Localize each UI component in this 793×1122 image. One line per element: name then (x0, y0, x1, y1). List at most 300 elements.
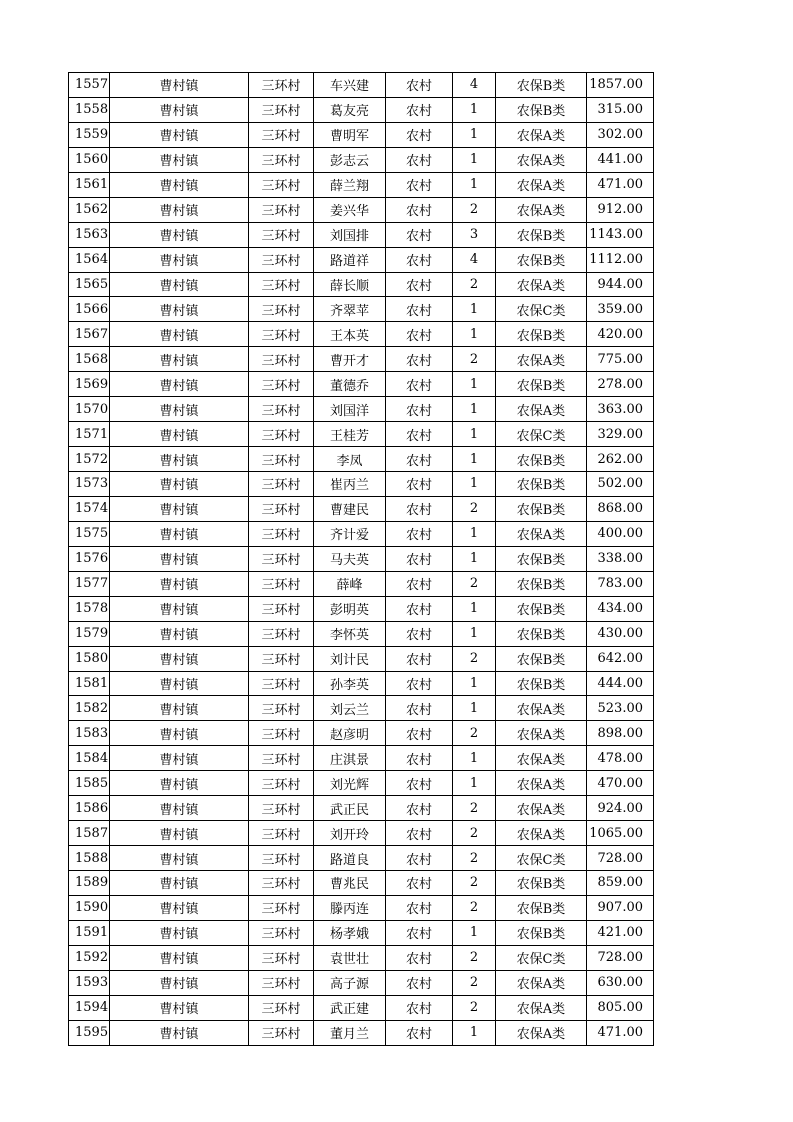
household-size-cell: 1 (453, 122, 496, 147)
amount-cell: 434.00 (587, 596, 654, 621)
household-size-cell: 1 (453, 696, 496, 721)
village-cell: 三环村 (249, 871, 314, 896)
household-size-cell: 1 (453, 1020, 496, 1045)
amount-cell: 471.00 (587, 172, 654, 197)
town-cell: 曹村镇 (110, 696, 249, 721)
insurance-category-cell: 农保A类 (496, 821, 587, 846)
village-cell: 三环村 (249, 920, 314, 945)
town-cell: 曹村镇 (110, 521, 249, 546)
household-size-cell: 1 (453, 746, 496, 771)
amount-cell: 278.00 (587, 372, 654, 397)
village-cell: 三环村 (249, 222, 314, 247)
household-type-cell: 农村 (386, 147, 453, 172)
town-cell: 曹村镇 (110, 846, 249, 871)
household-type-cell: 农村 (386, 97, 453, 122)
town-cell: 曹村镇 (110, 596, 249, 621)
village-cell: 三环村 (249, 995, 314, 1020)
village-cell: 三环村 (249, 122, 314, 147)
village-cell: 三环村 (249, 247, 314, 272)
row-number: 1590 (69, 895, 110, 920)
insurance-category-cell: 农保C类 (496, 422, 587, 447)
amount-cell: 262.00 (587, 447, 654, 472)
household-type-cell: 农村 (386, 895, 453, 920)
row-number: 1567 (69, 322, 110, 347)
amount-cell: 359.00 (587, 297, 654, 322)
amount-cell: 478.00 (587, 746, 654, 771)
household-size-cell: 2 (453, 571, 496, 596)
insurance-category-cell: 农保B类 (496, 621, 587, 646)
amount-cell: 783.00 (587, 571, 654, 596)
household-type-cell: 农村 (386, 272, 453, 297)
town-cell: 曹村镇 (110, 671, 249, 696)
village-cell: 三环村 (249, 73, 314, 98)
household-type-cell: 农村 (386, 920, 453, 945)
household-type-cell: 农村 (386, 347, 453, 372)
table-row (69, 247, 654, 272)
household-size-cell: 2 (453, 970, 496, 995)
amount-cell: 420.00 (587, 322, 654, 347)
town-cell: 曹村镇 (110, 646, 249, 671)
household-type-cell: 农村 (386, 995, 453, 1020)
amount-cell: 924.00 (587, 796, 654, 821)
table-row (69, 322, 654, 347)
amount-cell: 400.00 (587, 521, 654, 546)
household-size-cell: 1 (453, 97, 496, 122)
household-size-cell: 2 (453, 721, 496, 746)
table-row (69, 696, 654, 721)
village-cell: 三环村 (249, 521, 314, 546)
insurance-category-cell: 农保A类 (496, 397, 587, 422)
insurance-category-cell: 农保B类 (496, 671, 587, 696)
village-cell: 三环村 (249, 447, 314, 472)
row-number: 1572 (69, 447, 110, 472)
household-size-cell: 2 (453, 945, 496, 970)
household-type-cell: 农村 (386, 1020, 453, 1045)
household-size-cell: 4 (453, 247, 496, 272)
insurance-category-cell: 农保B类 (496, 920, 587, 945)
row-number: 1582 (69, 696, 110, 721)
amount-cell: 444.00 (587, 671, 654, 696)
name-cell: 董月兰 (314, 1020, 386, 1045)
town-cell: 曹村镇 (110, 970, 249, 995)
village-cell: 三环村 (249, 496, 314, 521)
row-number: 1571 (69, 422, 110, 447)
name-cell: 薛长顺 (314, 272, 386, 297)
insurance-category-cell: 农保B类 (496, 496, 587, 521)
table-row (69, 422, 654, 447)
name-cell: 车兴建 (314, 73, 386, 98)
village-cell: 三环村 (249, 721, 314, 746)
row-number: 1591 (69, 920, 110, 945)
row-number: 1560 (69, 147, 110, 172)
village-cell: 三环村 (249, 297, 314, 322)
town-cell: 曹村镇 (110, 397, 249, 422)
household-size-cell: 1 (453, 147, 496, 172)
amount-cell: 338.00 (587, 546, 654, 571)
town-cell: 曹村镇 (110, 771, 249, 796)
table-row (69, 671, 654, 696)
name-cell: 李凤 (314, 447, 386, 472)
household-size-cell: 4 (453, 73, 496, 98)
village-cell: 三环村 (249, 746, 314, 771)
table-row (69, 397, 654, 422)
village-cell: 三环村 (249, 272, 314, 297)
name-cell: 齐计爱 (314, 521, 386, 546)
name-cell: 崔丙兰 (314, 472, 386, 497)
row-number: 1576 (69, 546, 110, 571)
household-type-cell: 农村 (386, 846, 453, 871)
household-size-cell: 1 (453, 472, 496, 497)
town-cell: 曹村镇 (110, 122, 249, 147)
household-size-cell: 2 (453, 995, 496, 1020)
insurance-category-cell: 农保A类 (496, 796, 587, 821)
amount-cell: 329.00 (587, 422, 654, 447)
row-number: 1573 (69, 472, 110, 497)
insurance-category-cell: 农保B类 (496, 472, 587, 497)
town-cell: 曹村镇 (110, 247, 249, 272)
household-type-cell: 农村 (386, 596, 453, 621)
row-number: 1575 (69, 521, 110, 546)
village-cell: 三环村 (249, 397, 314, 422)
town-cell: 曹村镇 (110, 172, 249, 197)
row-number: 1565 (69, 272, 110, 297)
insurance-category-cell: 农保A类 (496, 721, 587, 746)
table-row (69, 895, 654, 920)
insurance-category-cell: 农保A类 (496, 197, 587, 222)
village-cell: 三环村 (249, 197, 314, 222)
name-cell: 武正民 (314, 796, 386, 821)
household-type-cell: 农村 (386, 746, 453, 771)
row-number: 1593 (69, 970, 110, 995)
table-row (69, 871, 654, 896)
table-row (69, 846, 654, 871)
amount-cell: 363.00 (587, 397, 654, 422)
village-cell: 三环村 (249, 322, 314, 347)
table-row (69, 347, 654, 372)
name-cell: 姜兴华 (314, 197, 386, 222)
name-cell: 袁世壮 (314, 945, 386, 970)
insurance-category-cell: 农保A类 (496, 1020, 587, 1045)
name-cell: 杨孝娥 (314, 920, 386, 945)
insurance-category-cell: 农保A类 (496, 746, 587, 771)
village-cell: 三环村 (249, 546, 314, 571)
amount-cell: 470.00 (587, 771, 654, 796)
household-type-cell: 农村 (386, 247, 453, 272)
table-row (69, 621, 654, 646)
household-type-cell: 农村 (386, 122, 453, 147)
village-cell: 三环村 (249, 97, 314, 122)
amount-cell: 430.00 (587, 621, 654, 646)
household-size-cell: 2 (453, 496, 496, 521)
insurance-category-cell: 农保B类 (496, 322, 587, 347)
village-cell: 三环村 (249, 895, 314, 920)
amount-cell: 728.00 (587, 846, 654, 871)
household-size-cell: 1 (453, 596, 496, 621)
amount-cell: 898.00 (587, 721, 654, 746)
town-cell: 曹村镇 (110, 222, 249, 247)
name-cell: 刘云兰 (314, 696, 386, 721)
row-number: 1587 (69, 821, 110, 846)
town-cell: 曹村镇 (110, 147, 249, 172)
row-number: 1566 (69, 297, 110, 322)
name-cell: 彭志云 (314, 147, 386, 172)
row-number: 1586 (69, 796, 110, 821)
row-number: 1594 (69, 995, 110, 1020)
village-cell: 三环村 (249, 821, 314, 846)
village-cell: 三环村 (249, 945, 314, 970)
row-number: 1559 (69, 122, 110, 147)
household-type-cell: 农村 (386, 696, 453, 721)
household-size-cell: 1 (453, 771, 496, 796)
table-row (69, 147, 654, 172)
name-cell: 马夫英 (314, 546, 386, 571)
amount-cell: 907.00 (587, 895, 654, 920)
name-cell: 刘光辉 (314, 771, 386, 796)
table-row (69, 172, 654, 197)
town-cell: 曹村镇 (110, 347, 249, 372)
table-row (69, 496, 654, 521)
name-cell: 庄淇景 (314, 746, 386, 771)
household-type-cell: 农村 (386, 646, 453, 671)
row-number: 1557 (69, 73, 110, 98)
town-cell: 曹村镇 (110, 447, 249, 472)
household-type-cell: 农村 (386, 571, 453, 596)
amount-cell: 302.00 (587, 122, 654, 147)
row-number: 1583 (69, 721, 110, 746)
insurance-category-cell: 农保B类 (496, 97, 587, 122)
town-cell: 曹村镇 (110, 322, 249, 347)
row-number: 1563 (69, 222, 110, 247)
insurance-category-cell: 农保B类 (496, 222, 587, 247)
name-cell: 董德乔 (314, 372, 386, 397)
name-cell: 薛峰 (314, 571, 386, 596)
name-cell: 高子源 (314, 970, 386, 995)
row-number: 1564 (69, 247, 110, 272)
amount-cell: 523.00 (587, 696, 654, 721)
table-row (69, 73, 654, 98)
amount-cell: 944.00 (587, 272, 654, 297)
table-row (69, 372, 654, 397)
household-type-cell: 农村 (386, 297, 453, 322)
town-cell: 曹村镇 (110, 621, 249, 646)
row-number: 1579 (69, 621, 110, 646)
town-cell: 曹村镇 (110, 297, 249, 322)
household-size-cell: 1 (453, 521, 496, 546)
name-cell: 曹建民 (314, 496, 386, 521)
household-type-cell: 农村 (386, 970, 453, 995)
table-row (69, 1020, 654, 1045)
name-cell: 赵彦明 (314, 721, 386, 746)
town-cell: 曹村镇 (110, 496, 249, 521)
row-number: 1592 (69, 945, 110, 970)
name-cell: 刘国排 (314, 222, 386, 247)
household-size-cell: 1 (453, 621, 496, 646)
household-type-cell: 农村 (386, 73, 453, 98)
household-size-cell: 3 (453, 222, 496, 247)
amount-cell: 315.00 (587, 97, 654, 122)
household-size-cell: 1 (453, 397, 496, 422)
household-size-cell: 2 (453, 347, 496, 372)
household-size-cell: 1 (453, 920, 496, 945)
amount-cell: 502.00 (587, 472, 654, 497)
name-cell: 刘国洋 (314, 397, 386, 422)
table-row (69, 297, 654, 322)
village-cell: 三环村 (249, 970, 314, 995)
amount-cell: 1065.00 (587, 821, 654, 846)
town-cell: 曹村镇 (110, 796, 249, 821)
insurance-category-cell: 农保B类 (496, 73, 587, 98)
table-row (69, 197, 654, 222)
household-type-cell: 农村 (386, 771, 453, 796)
town-cell: 曹村镇 (110, 1020, 249, 1045)
row-number: 1588 (69, 846, 110, 871)
town-cell: 曹村镇 (110, 73, 249, 98)
household-size-cell: 2 (453, 895, 496, 920)
name-cell: 曹开才 (314, 347, 386, 372)
table-row (69, 97, 654, 122)
household-type-cell: 农村 (386, 447, 453, 472)
insurance-category-cell: 农保A类 (496, 771, 587, 796)
town-cell: 曹村镇 (110, 821, 249, 846)
insurance-category-cell: 农保B类 (496, 646, 587, 671)
town-cell: 曹村镇 (110, 272, 249, 297)
name-cell: 刘计民 (314, 646, 386, 671)
table-row (69, 920, 654, 945)
household-size-cell: 2 (453, 846, 496, 871)
town-cell: 曹村镇 (110, 920, 249, 945)
table-row (69, 796, 654, 821)
table-row (69, 472, 654, 497)
household-type-cell: 农村 (386, 372, 453, 397)
amount-cell: 912.00 (587, 197, 654, 222)
table-row (69, 272, 654, 297)
household-size-cell: 2 (453, 646, 496, 671)
table-row (69, 122, 654, 147)
village-cell: 三环村 (249, 771, 314, 796)
insurance-category-cell: 农保B类 (496, 571, 587, 596)
town-cell: 曹村镇 (110, 895, 249, 920)
village-cell: 三环村 (249, 172, 314, 197)
name-cell: 曹明军 (314, 122, 386, 147)
insurance-category-cell: 农保A类 (496, 272, 587, 297)
household-size-cell: 2 (453, 871, 496, 896)
insurance-category-cell: 农保C类 (496, 945, 587, 970)
name-cell: 曹兆民 (314, 871, 386, 896)
town-cell: 曹村镇 (110, 546, 249, 571)
insurance-category-cell: 农保A类 (496, 521, 587, 546)
table-row (69, 746, 654, 771)
household-size-cell: 1 (453, 172, 496, 197)
amount-cell: 471.00 (587, 1020, 654, 1045)
name-cell: 孙李英 (314, 671, 386, 696)
row-number: 1561 (69, 172, 110, 197)
amount-cell: 775.00 (587, 347, 654, 372)
household-size-cell: 1 (453, 671, 496, 696)
name-cell: 彭明英 (314, 596, 386, 621)
household-type-cell: 农村 (386, 496, 453, 521)
village-cell: 三环村 (249, 347, 314, 372)
table-row (69, 721, 654, 746)
row-number: 1562 (69, 197, 110, 222)
row-number: 1577 (69, 571, 110, 596)
table-row (69, 771, 654, 796)
household-type-cell: 农村 (386, 322, 453, 347)
household-type-cell: 农村 (386, 172, 453, 197)
town-cell: 曹村镇 (110, 746, 249, 771)
table-row (69, 521, 654, 546)
row-number: 1574 (69, 496, 110, 521)
row-number: 1589 (69, 871, 110, 896)
insurance-category-cell: 农保B类 (496, 895, 587, 920)
insurance-category-cell: 农保B类 (496, 247, 587, 272)
amount-cell: 728.00 (587, 945, 654, 970)
village-cell: 三环村 (249, 621, 314, 646)
village-cell: 三环村 (249, 671, 314, 696)
name-cell: 葛友亮 (314, 97, 386, 122)
amount-cell: 1143.00 (587, 222, 654, 247)
name-cell: 刘开玲 (314, 821, 386, 846)
household-type-cell: 农村 (386, 521, 453, 546)
village-cell: 三环村 (249, 796, 314, 821)
household-size-cell: 1 (453, 322, 496, 347)
amount-cell: 630.00 (587, 970, 654, 995)
household-size-cell: 1 (453, 546, 496, 571)
insurance-category-cell: 农保A类 (496, 995, 587, 1020)
household-type-cell: 农村 (386, 721, 453, 746)
insurance-category-cell: 农保A类 (496, 970, 587, 995)
town-cell: 曹村镇 (110, 372, 249, 397)
town-cell: 曹村镇 (110, 871, 249, 896)
amount-cell: 868.00 (587, 496, 654, 521)
insurance-category-cell: 农保A类 (496, 147, 587, 172)
table-row (69, 646, 654, 671)
town-cell: 曹村镇 (110, 995, 249, 1020)
household-size-cell: 1 (453, 447, 496, 472)
row-number: 1568 (69, 347, 110, 372)
village-cell: 三环村 (249, 147, 314, 172)
table-row (69, 821, 654, 846)
amount-cell: 441.00 (587, 147, 654, 172)
beneficiary-table (68, 72, 654, 1046)
insurance-category-cell: 农保A类 (496, 122, 587, 147)
name-cell: 王本英 (314, 322, 386, 347)
table-row (69, 222, 654, 247)
insurance-category-cell: 农保A类 (496, 172, 587, 197)
town-cell: 曹村镇 (110, 422, 249, 447)
row-number: 1558 (69, 97, 110, 122)
name-cell: 路道良 (314, 846, 386, 871)
name-cell: 滕丙连 (314, 895, 386, 920)
household-type-cell: 农村 (386, 621, 453, 646)
insurance-category-cell: 农保C类 (496, 297, 587, 322)
amount-cell: 421.00 (587, 920, 654, 945)
insurance-category-cell: 农保A类 (496, 347, 587, 372)
household-size-cell: 2 (453, 796, 496, 821)
household-type-cell: 农村 (386, 945, 453, 970)
town-cell: 曹村镇 (110, 721, 249, 746)
table-row (69, 546, 654, 571)
insurance-category-cell: 农保B类 (496, 372, 587, 397)
name-cell: 李怀英 (314, 621, 386, 646)
table-row (69, 970, 654, 995)
row-number: 1581 (69, 671, 110, 696)
name-cell: 薛兰翔 (314, 172, 386, 197)
row-number: 1578 (69, 596, 110, 621)
town-cell: 曹村镇 (110, 945, 249, 970)
town-cell: 曹村镇 (110, 571, 249, 596)
name-cell: 王桂芳 (314, 422, 386, 447)
household-type-cell: 农村 (386, 871, 453, 896)
